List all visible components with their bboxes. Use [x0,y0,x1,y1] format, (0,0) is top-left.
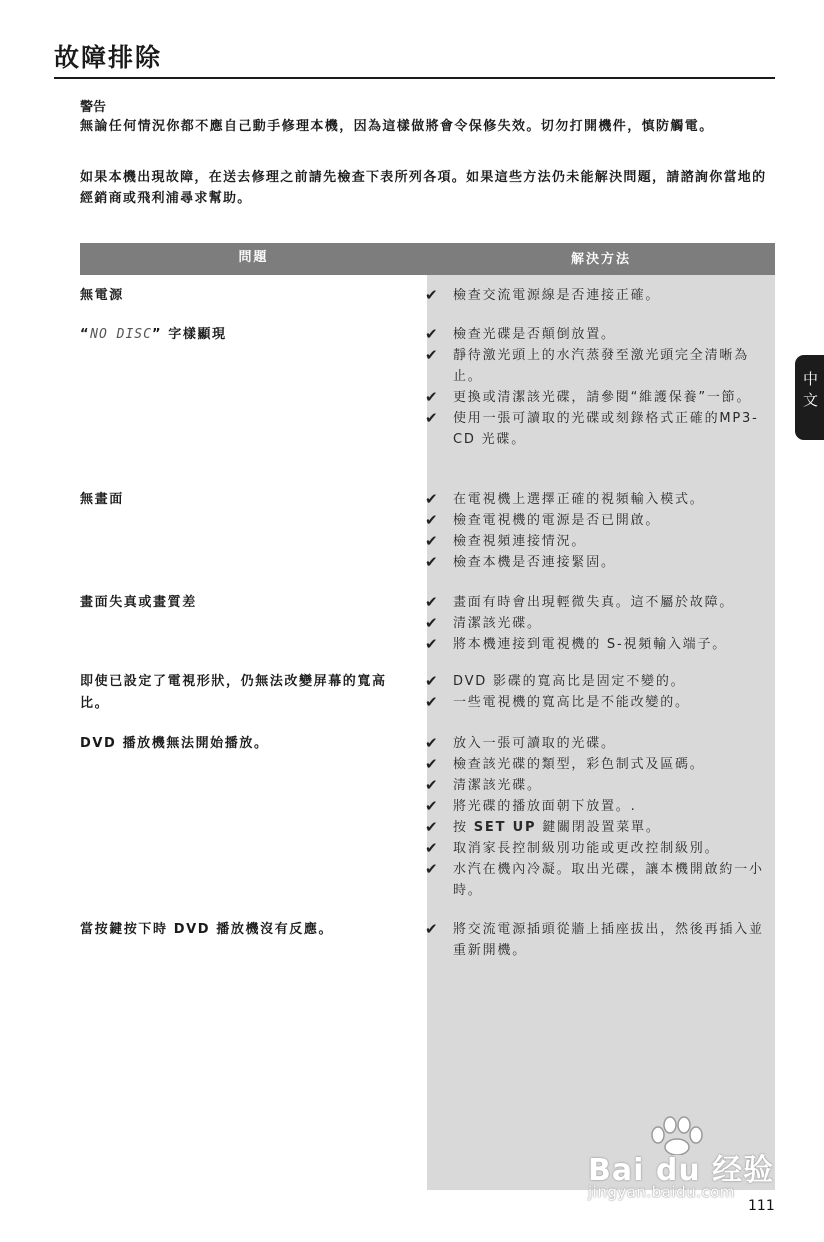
intro-paragraph: 如果本機出現故障，在送去修理之前請先檢查下表所列各項。如果這些方法仍未能解決問題，請諮詢你當地的經銷商或飛利浦尋求幫助。 [80,170,767,206]
solution-item: ✔ 在電視機上選擇正確的視頻輸入模式。 [425,490,705,508]
solution-item: ✔ 檢查本機是否連接緊固。 [425,553,616,571]
checkmark-icon: ✔ [425,672,440,690]
problem-text: 畫面失真或畫質差 [80,595,197,610]
solution-item: ✔ 檢查該光碟的類型，彩色制式及區碼。 [425,755,705,773]
solution-item: ✔ 檢查視頻連接情況。 [425,532,587,550]
lcd-display-text: NO DISC [90,327,152,342]
checkmark-icon: ✔ [425,635,440,653]
problem-text: 當按鍵按下時 DVD 播放機沒有反應。 [80,922,334,937]
checkmark-icon: ✔ [425,776,440,794]
solution-item: ✔ 取消家長控制級別功能或更改控制級別。 [425,839,720,857]
page-number: 111 [748,1198,775,1214]
solution-item: ✔ 按 SET UP 鍵關閉設置菜單。 [425,818,661,836]
solution-list [425,592,777,655]
solution-item: ✔ DVD 影碟的寬高比是固定不變的。 [425,672,686,690]
checkmark-icon: ✔ [425,860,440,878]
solution-item: ✔ 檢查電視機的電源是否已開啟。 [425,511,661,529]
problem-text: 即使已設定了電視形狀，仍無法改變屏幕的寬高比。 [80,674,387,711]
checkmark-icon: ✔ [425,797,440,815]
checkmark-icon: ✔ [425,614,440,632]
checkmark-icon: ✔ [425,490,440,508]
checkmark-icon: ✔ [425,409,440,427]
solution-list [425,285,777,306]
checkmark-icon: ✔ [425,325,440,343]
setup-key-label: SET UP [473,820,537,835]
solution-item: ✔ 清潔該光碟。 [425,776,542,794]
checkmark-icon: ✔ [425,755,440,773]
problem-text: 無畫面 [80,492,124,507]
baidu-watermark [588,1115,778,1205]
language-side-tab [795,355,824,440]
solution-item: ✔ 靜待激光頭上的水汽蒸發至激光頭完全清晰為止。 [425,346,750,384]
solution-item: ✔ 檢查交流電源線是否連接正確。 [425,286,661,304]
solution-item: ✔ 更換或清潔該光碟，請參閱“維護保養”一節。 [425,388,752,406]
checkmark-icon: ✔ [425,553,440,571]
solution-item: ✔ 使用一張可讀取的光碟或刻錄格式正確的MP3-CD 光碟。 [425,409,759,447]
solution-item: ✔ 一些電視機的寬高比是不能改變的。 [425,693,690,711]
problem-text: 無電源 [80,288,124,303]
checkmark-icon: ✔ [425,286,440,304]
column-header-problem: 問題 [238,250,269,265]
solution-list [425,489,777,573]
table-header [80,243,775,275]
checkmark-icon: ✔ [425,532,440,550]
solution-item: ✔ 將本機連接到電視機的 S-視頻輸入端子。 [425,635,728,653]
solution-list [425,733,777,901]
watermark-brand: Bai du 经验 [588,1153,775,1188]
solution-list [425,324,777,450]
checkmark-icon: ✔ [425,593,440,611]
watermark-url: jingyan.baidu.com [588,1183,735,1201]
solution-item: ✔ 清潔該光碟。 [425,614,542,632]
solution-item: ✔ 畫面有時會出現輕微失真。這不屬於故障。 [425,593,735,611]
column-header-solution: 解決方法 [570,252,631,267]
checkmark-icon: ✔ [425,346,440,364]
solution-item: ✔ 檢查光碟是否顛倒放置。 [425,325,616,343]
warning-heading: 警告 [80,100,107,115]
solution-item: ✔ 水汽在機內冷凝。取出光碟，讓本機開啟約一小時。 [425,860,764,898]
checkmark-icon: ✔ [425,839,440,857]
page-title: 故障排除 [54,43,163,72]
problem-text: “NO DISC” 字樣顯現 [80,327,227,342]
checkmark-icon: ✔ [425,734,440,752]
warning-text: 無論任何情況你都不應自己動手修理本機，因為這樣做將會令保修失效。切勿打開機件，慎防觸電。 [80,119,714,134]
checkmark-icon: ✔ [425,920,440,938]
checkmark-icon: ✔ [425,818,440,836]
problem-text: DVD 播放機無法開始播放。 [80,736,269,751]
title-divider [54,77,775,79]
solution-item: ✔ 將交流電源插頭從牆上插座拔出，然後再插入並重新開機。 [425,920,764,958]
solution-item: ✔ 將光碟的播放面朝下放置。. [425,797,637,815]
checkmark-icon: ✔ [425,388,440,406]
solution-item: ✔ 放入一張可讀取的光碟。 [425,734,616,752]
checkmark-icon: ✔ [425,511,440,529]
solution-list [425,671,777,713]
solution-list [425,919,777,961]
language-tab-label: 中文 [801,371,819,413]
checkmark-icon: ✔ [425,693,440,711]
